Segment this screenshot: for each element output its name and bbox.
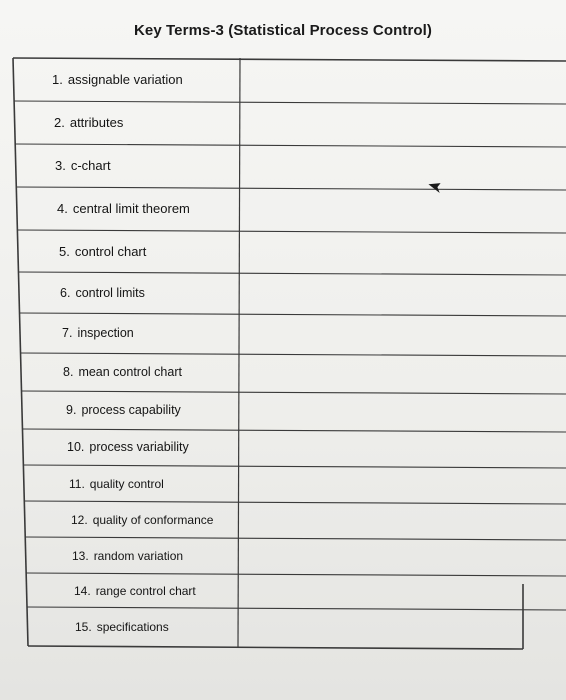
term-row-12	[71, 513, 213, 527]
term-number: 14.	[74, 583, 91, 598]
term-row-13	[72, 549, 183, 563]
term-label: process variability	[89, 440, 189, 455]
term-number: 6.	[60, 285, 71, 300]
term-number: 2.	[54, 115, 65, 131]
term-number: 12.	[71, 512, 88, 527]
term-row-4	[57, 201, 190, 216]
term-label: inspection	[77, 326, 134, 341]
page-title: Key Terms-3 (Statistical Process Control)	[133, 22, 433, 39]
term-row-3	[55, 158, 111, 173]
term-label: range control chart	[95, 583, 196, 598]
term-number: 9.	[66, 403, 77, 418]
term-label: specifications	[96, 620, 169, 635]
term-number: 4.	[57, 201, 68, 217]
term-label: random variation	[93, 548, 184, 563]
term-row-14	[74, 584, 196, 598]
term-label: quality of conformance	[92, 512, 214, 527]
term-row-15	[75, 620, 169, 634]
term-row-11	[69, 477, 164, 491]
term-row-10	[67, 440, 189, 454]
term-row-6	[60, 286, 145, 300]
term-row-7	[62, 326, 134, 340]
term-number: 8.	[63, 365, 74, 380]
term-row-8	[63, 365, 182, 379]
term-number: 5.	[59, 243, 70, 259]
term-row-9	[66, 403, 181, 417]
term-number: 3.	[55, 158, 66, 174]
term-label: c-chart	[70, 158, 111, 174]
term-row-1	[52, 72, 183, 87]
term-label: assignable variation	[67, 72, 183, 88]
term-number: 13.	[72, 548, 89, 563]
term-number: 1.	[52, 72, 63, 88]
term-row-5	[59, 244, 146, 259]
term-label: control limits	[75, 285, 145, 300]
mouse-pointer-arrow-icon	[428, 178, 445, 195]
term-label: control chart	[74, 243, 147, 259]
term-number: 10.	[67, 440, 85, 455]
term-label: central limit theorem	[72, 201, 190, 217]
term-label: mean control chart	[78, 365, 182, 380]
term-number: 15.	[75, 620, 92, 635]
term-number: 7.	[62, 326, 73, 341]
term-label: quality control	[89, 476, 164, 491]
term-label: attributes	[69, 115, 124, 131]
term-label: process capability	[81, 403, 181, 418]
term-number: 11.	[69, 476, 85, 491]
term-row-2	[54, 115, 123, 130]
